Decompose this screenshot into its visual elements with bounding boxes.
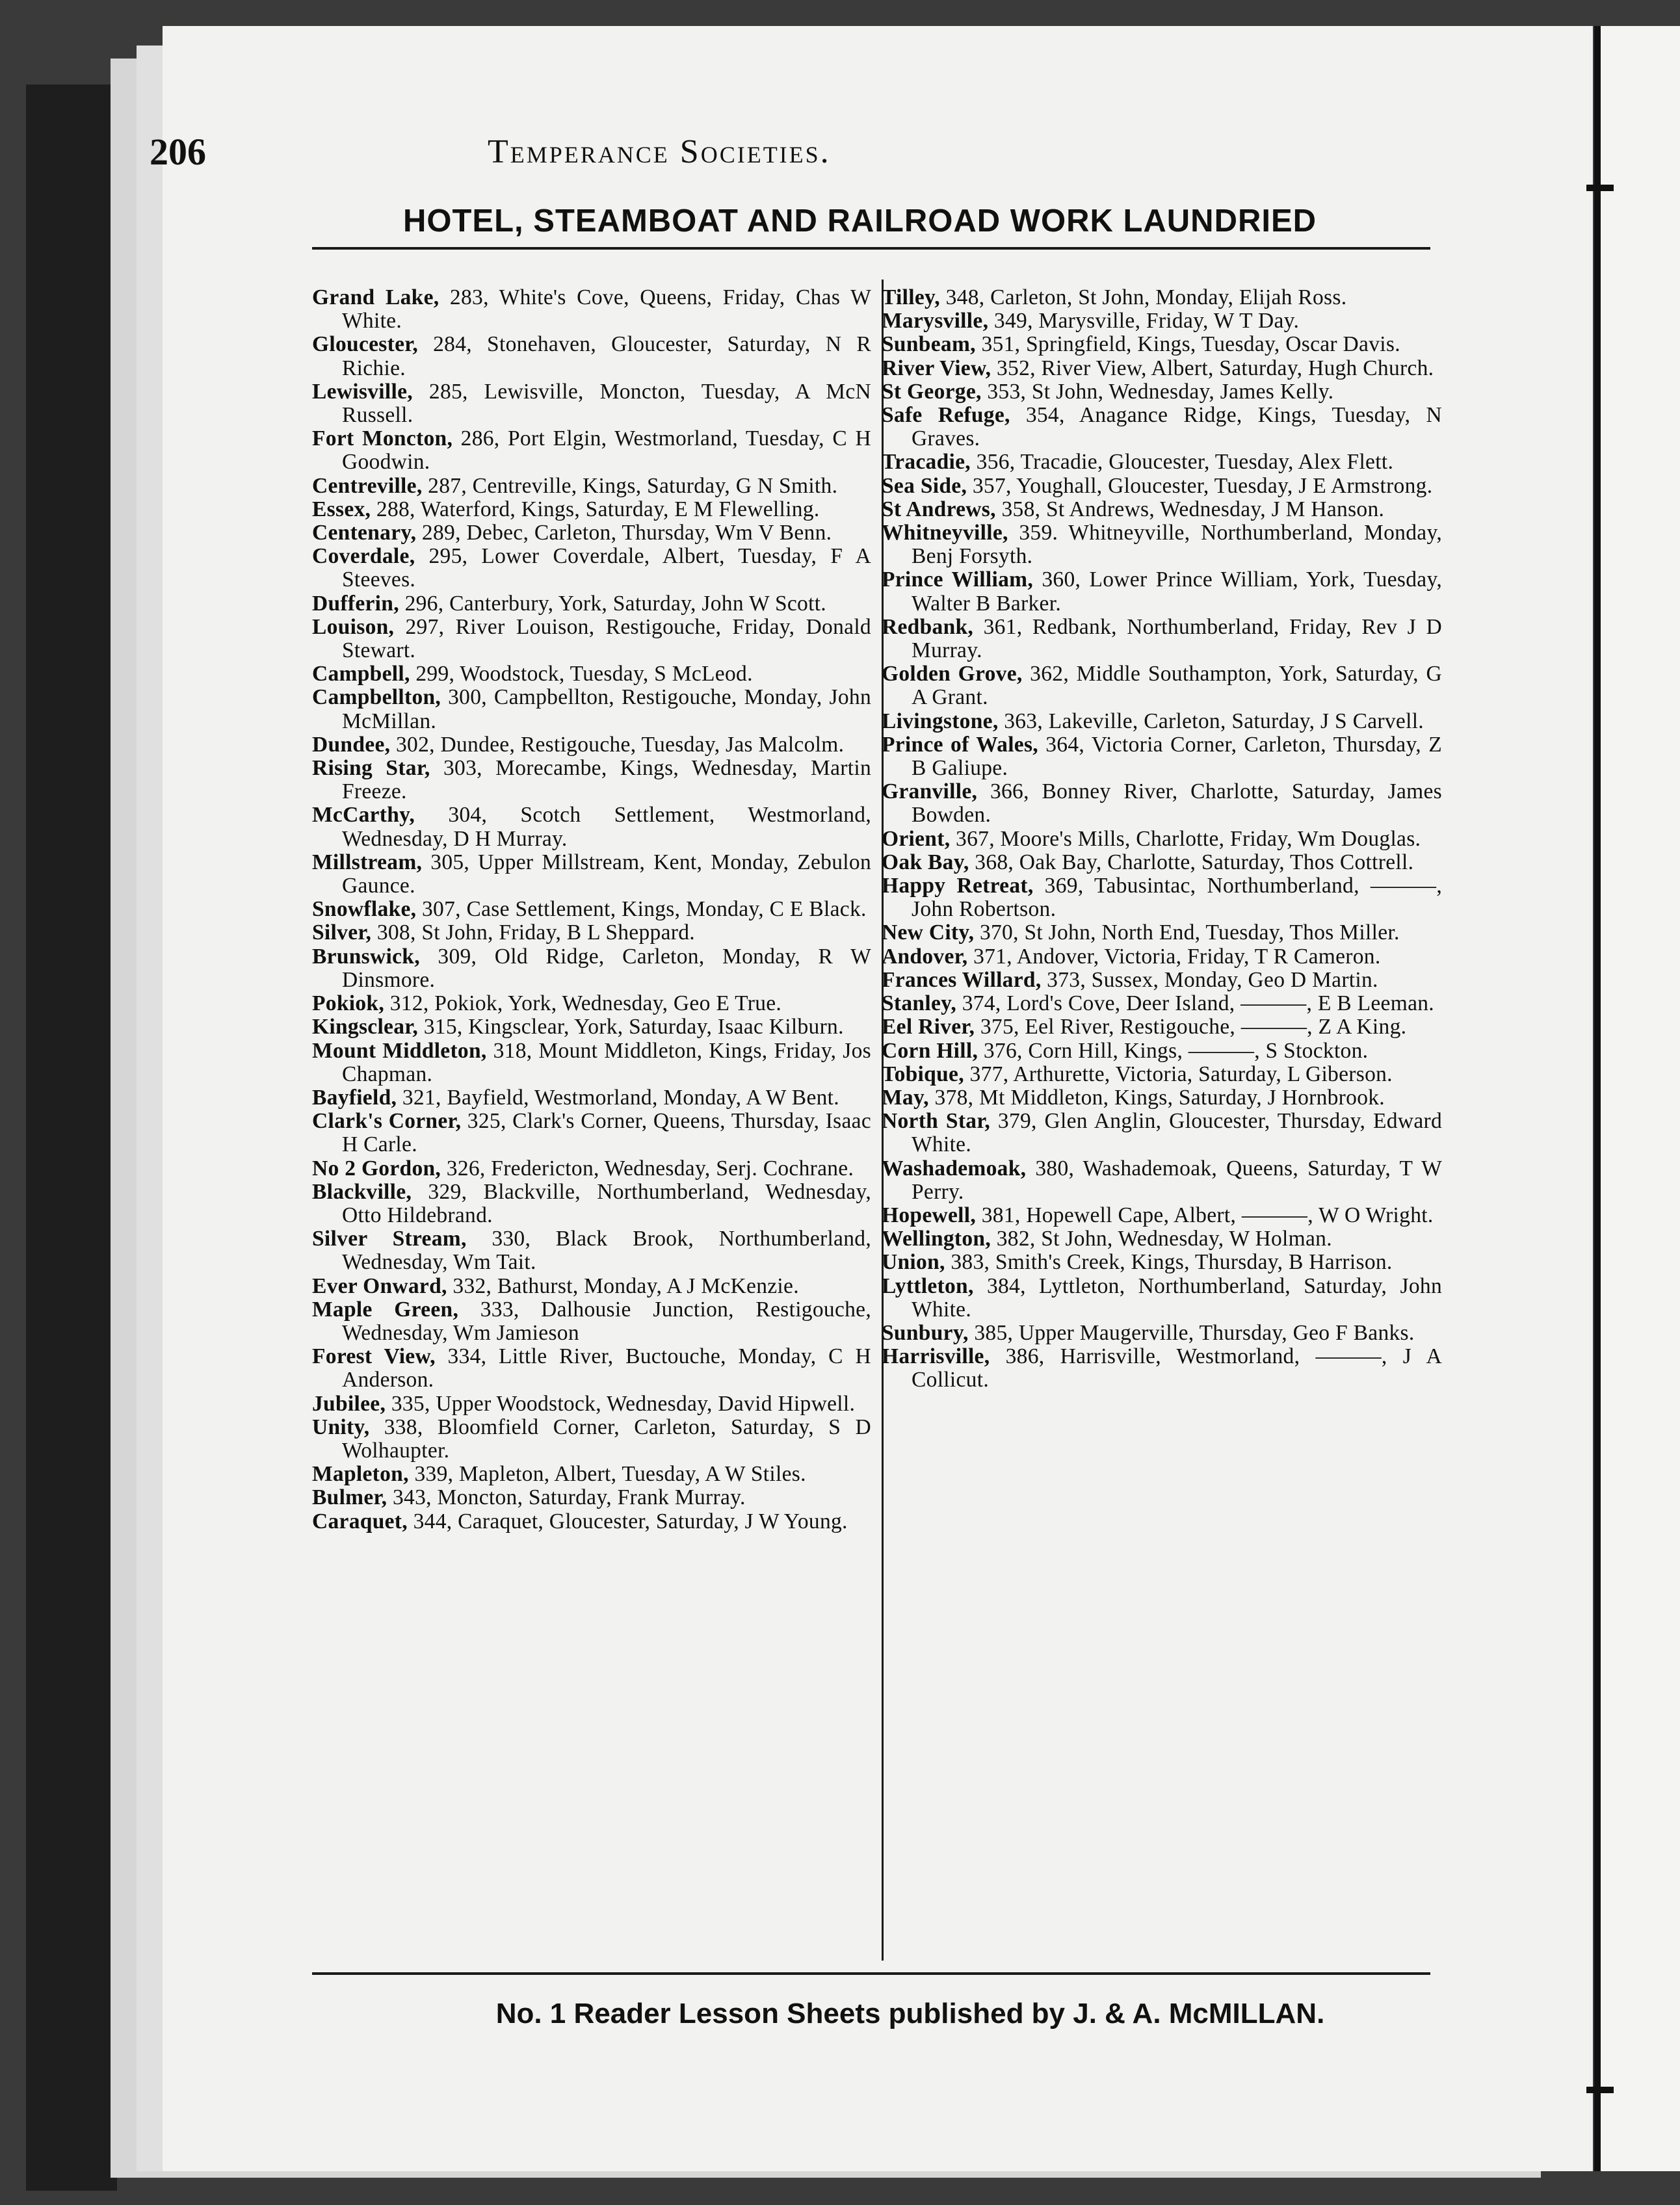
society-entry [312, 1510, 871, 1533]
society-entry [312, 1227, 871, 1274]
society-entry [312, 1463, 871, 1486]
society-entry [882, 992, 1442, 1015]
society-name: Orient, [882, 826, 951, 851]
society-name: Redbank, [882, 614, 974, 639]
society-details: 358, St Andrews, Wednesday, J M Hanson. [995, 497, 1385, 521]
society-name: St Andrews, [882, 497, 996, 521]
advertisement-banner: HOTEL, STEAMBOAT AND RAILROAD WORK LAUNDRIED [403, 203, 1317, 239]
society-name: Lyttleton, [882, 1273, 974, 1298]
society-name: Campbellton, [312, 685, 441, 710]
society-details: 335, Upper Woodstock, Wednesday, David Hipwell. [386, 1391, 856, 1416]
society-name: Tracadie, [882, 450, 971, 475]
society-entry [882, 1227, 1442, 1251]
society-entry [882, 662, 1442, 709]
society-name: No 2 Gordon, [312, 1156, 441, 1181]
society-name: Frances Willard, [882, 967, 1042, 992]
society-entry [882, 616, 1442, 662]
society-name: Golden Grove, [882, 662, 1023, 686]
society-details: 354, Anagance Ridge, Kings, Tuesday, N Graves. [912, 403, 1442, 451]
society-entry [312, 1110, 871, 1156]
society-entry [882, 1015, 1442, 1039]
society-name: Granville, [882, 779, 978, 804]
society-details: 377, Arthurette, Victoria, Saturday, L Giberson. [964, 1062, 1393, 1086]
society-entry [882, 1063, 1442, 1086]
society-entry [312, 380, 871, 427]
society-details: 329, Blackville, Northumberland, Wednesday, Otto Hildebrand. [342, 1179, 871, 1227]
society-details: 374, Lord's Cove, Deer Island, ———, E B Leeman. [956, 991, 1434, 1016]
society-entry [312, 1275, 871, 1298]
society-details: 308, St John, Friday, B L Sheppard. [371, 920, 695, 945]
society-details: 287, Centreville, Kings, Saturday, G N Smith. [422, 473, 838, 498]
society-name: Marysville, [882, 309, 989, 333]
society-entry [312, 945, 871, 992]
society-details: 356, Tracadie, Gloucester, Tuesday, Alex Flett. [970, 450, 1394, 475]
society-entry [882, 286, 1442, 309]
society-details: 330, Black Brook, Northumberland, Wednesday, Wm Tait. [342, 1227, 871, 1275]
society-name: Clark's Corner, [312, 1109, 462, 1134]
society-name: Pokiok, [312, 991, 385, 1016]
society-entry [882, 851, 1442, 874]
society-entry [312, 1015, 871, 1039]
society-entry [312, 803, 871, 850]
society-entry [312, 1486, 871, 1509]
society-details: 288, Waterford, Kings, Saturday, E M Flewelling. [371, 497, 820, 521]
society-name: Tilley, [882, 285, 940, 309]
society-entry [312, 757, 871, 803]
gutter-tick [1586, 185, 1614, 191]
society-name: Hopewell, [882, 1203, 977, 1227]
society-details: 357, Youghall, Gloucester, Tuesday, J E Armstrong. [967, 473, 1433, 498]
society-entry [882, 921, 1442, 945]
society-details: 283, White's Cove, Queens, Friday, Chas W White. [342, 285, 871, 333]
society-entry [882, 1204, 1442, 1227]
society-name: Grand Lake, [312, 285, 440, 309]
society-name: Rising Star, [312, 756, 430, 781]
society-details: 382, St John, Wednesday, W Holman. [991, 1227, 1332, 1251]
society-entry [312, 498, 871, 521]
society-details: 332, Bathurst, Monday, A J McKenzie. [447, 1273, 799, 1298]
society-name: McCarthy, [312, 803, 415, 828]
society-entry [312, 1345, 871, 1392]
society-details: 325, Clark's Corner, Queens, Thursday, Isaac H Carle. [342, 1109, 871, 1157]
society-name: Snowflake, [312, 897, 417, 922]
bottom-rule [312, 1972, 1430, 1975]
society-entry [312, 1157, 871, 1181]
society-details: 299, Woodstock, Tuesday, S McLeod. [410, 662, 753, 686]
society-name: Bayfield, [312, 1085, 397, 1110]
society-details: 371, Andover, Victoria, Friday, T R Cameron. [967, 944, 1381, 969]
society-name: Corn Hill, [882, 1038, 978, 1063]
society-details: 343, Moncton, Saturday, Frank Murray. [387, 1485, 746, 1510]
society-entry [882, 1275, 1442, 1322]
society-entry [312, 427, 871, 474]
society-details: 309, Old Ridge, Carleton, Monday, R W Dinsmore. [342, 944, 871, 992]
society-name: Harrisville, [882, 1344, 990, 1369]
society-details: 375, Eel River, Restigouche, ———, Z A King. [975, 1015, 1407, 1039]
book-edge [26, 85, 117, 2191]
society-name: Silver Stream, [312, 1227, 467, 1251]
society-entry [882, 1157, 1442, 1204]
society-name: Dundee, [312, 732, 391, 757]
society-name: St George, [882, 379, 982, 404]
society-name: Kingsclear, [312, 1015, 419, 1039]
society-name: Mount Middleton, [312, 1038, 487, 1063]
society-details: 284, Stonehaven, Gloucester, Saturday, N R Richie. [342, 332, 871, 380]
society-name: Fort Moncton, [312, 426, 453, 451]
society-entry [312, 1039, 871, 1086]
footer-advertisement: No. 1 Reader Lesson Sheets published by J. & A. McMILLAN. [495, 1998, 1325, 2029]
society-name: Maple Green, [312, 1297, 459, 1322]
society-entry [312, 662, 871, 686]
society-details: 368, Oak Bay, Charlotte, Saturday, Thos Cottrell. [969, 850, 1414, 874]
society-entry [312, 921, 871, 945]
society-details: 364, Victoria Corner, Carleton, Thursday, Z B Galiupe. [912, 732, 1442, 781]
society-name: Prince William, [882, 568, 1034, 592]
society-details: 334, Little River, Buctouche, Monday, C H Anderson. [342, 1344, 871, 1392]
society-name: Louison, [312, 614, 395, 639]
society-details: 312, Pokiok, York, Wednesday, Geo E True. [384, 991, 782, 1016]
society-name: Sea Side, [882, 473, 967, 498]
society-entry [312, 333, 871, 380]
society-details: 361, Redbank, Northumberland, Friday, Rev J D Murray. [912, 614, 1442, 663]
right-column [882, 286, 1442, 1392]
society-details: 362, Middle Southampton, York, Saturday, G A Grant. [912, 662, 1442, 710]
page-number: 206 [150, 131, 206, 173]
society-entry [882, 475, 1442, 498]
society-details: 285, Lewisville, Moncton, Tuesday, A McN Russell. [342, 379, 871, 428]
society-entry [312, 1392, 871, 1416]
society-details: 302, Dundee, Restigouche, Tuesday, Jas Malcolm. [390, 732, 845, 757]
society-details: 297, River Louison, Restigouche, Friday, Donald Stewart. [342, 614, 871, 663]
society-entry [312, 475, 871, 498]
society-details: 370, St John, North End, Tuesday, Thos Miller. [974, 920, 1400, 945]
society-entry [312, 1181, 871, 1227]
society-details: 289, Debec, Carleton, Thursday, Wm V Benn. [416, 521, 832, 545]
society-details: 383, Smith's Creek, Kings, Thursday, B Harrison. [945, 1250, 1393, 1275]
society-details: 351, Springfield, Kings, Tuesday, Oscar Davis. [975, 332, 1400, 357]
society-details: 384, Lyttleton, Northumberland, Saturday, John White. [912, 1273, 1442, 1322]
society-details: 304, Scotch Settlement, Westmorland, Wednesday, D H Murray. [342, 803, 871, 851]
left-column [312, 286, 871, 1533]
facing-page-edge [1601, 26, 1680, 2171]
society-details: 385, Upper Maugerville, Thursday, Geo F Banks. [968, 1320, 1415, 1345]
society-entry [312, 992, 871, 1015]
society-name: Essex, [312, 497, 371, 521]
society-entry [882, 404, 1442, 450]
society-name: May, [882, 1085, 929, 1110]
society-name: Silver, [312, 920, 372, 945]
society-entry [882, 450, 1442, 474]
society-details: 296, Canterbury, York, Saturday, John W Scott. [399, 591, 826, 616]
society-name: River View, [882, 356, 991, 380]
society-name: Sunbeam, [882, 332, 976, 357]
society-details: 352, River View, Albert, Saturday, Hugh Church. [991, 356, 1434, 380]
society-details: 367, Moore's Mills, Charlotte, Friday, Wm Douglas. [950, 826, 1421, 851]
society-entry [882, 1345, 1442, 1392]
society-details: 326, Fredericton, Wednesday, Serj. Cochrane. [441, 1156, 854, 1181]
society-entry [312, 898, 871, 921]
society-details: 307, Case Settlement, Kings, Monday, C E Black. [416, 897, 867, 922]
society-entry [312, 1416, 871, 1463]
society-details: 338, Bloomfield Corner, Carleton, Saturday, S D Wolhaupter. [342, 1415, 871, 1463]
society-details: 359. Whitneyville, Northumberland, Monday, Benj Forsyth. [912, 521, 1442, 569]
society-details: 349, Marysville, Friday, W T Day. [988, 309, 1300, 333]
society-details: 339, Mapleton, Albert, Tuesday, A W Stiles. [408, 1462, 806, 1487]
society-details: 373, Sussex, Monday, Geo D Martin. [1041, 967, 1378, 992]
society-entry [882, 1251, 1442, 1274]
society-entry [882, 309, 1442, 333]
society-entry [882, 733, 1442, 780]
society-name: Millstream, [312, 850, 423, 874]
society-entry [882, 333, 1442, 356]
society-name: Union, [882, 1250, 945, 1275]
society-details: 321, Bayfield, Westmorland, Monday, A W Bent. [397, 1085, 839, 1110]
society-name: Centenary, [312, 521, 417, 545]
society-entry [312, 851, 871, 898]
society-details: 378, Mt Middleton, Kings, Saturday, J Hornbrook. [928, 1085, 1385, 1110]
society-entry [882, 710, 1442, 733]
society-name: Prince of Wales, [882, 732, 1038, 757]
society-entry [882, 1110, 1442, 1156]
society-details: 333, Dalhousie Junction, Restigouche, Wednesday, Wm Jamieson [342, 1297, 872, 1345]
section-title: Temperance Societies. [488, 133, 831, 170]
society-entry [312, 686, 871, 733]
society-name: North Star, [882, 1109, 991, 1134]
society-entry [312, 521, 871, 545]
society-details: 369, Tabusintac, Northumberland, ———, John Robertson. [912, 874, 1443, 922]
society-name: Stanley, [882, 991, 957, 1016]
society-name: Jubilee, [312, 1391, 386, 1416]
society-entry [312, 616, 871, 662]
society-details: 300, Campbellton, Restigouche, Monday, John McMillan. [342, 685, 871, 733]
society-name: Gloucester, [312, 332, 419, 357]
society-entry [882, 521, 1442, 568]
society-entry [882, 874, 1442, 921]
society-name: Dufferin, [312, 591, 399, 616]
society-entry [882, 380, 1442, 404]
society-details: 295, Lower Coverdale, Albert, Tuesday, F A Steeves. [342, 544, 871, 592]
society-details: 360, Lower Prince William, York, Tuesday, Walter B Barker. [912, 568, 1442, 616]
society-details: 315, Kingsclear, York, Saturday, Isaac Kilburn. [418, 1015, 844, 1039]
society-name: Washademoak, [882, 1156, 1027, 1181]
society-name: Whitneyville, [882, 521, 1008, 545]
society-entry [882, 1039, 1442, 1063]
society-entry [312, 545, 871, 592]
society-name: Oak Bay, [882, 850, 969, 874]
society-name: Tobique, [882, 1062, 964, 1086]
society-name: Ever Onward, [312, 1273, 447, 1298]
society-entry [882, 1086, 1442, 1110]
society-name: Caraquet, [312, 1509, 408, 1533]
society-details: 344, Caraquet, Gloucester, Saturday, J W Young. [407, 1509, 848, 1533]
society-name: New City, [882, 920, 975, 945]
society-name: Coverdale, [312, 544, 415, 569]
society-entry [882, 357, 1442, 380]
society-entry [882, 945, 1442, 969]
society-entry [312, 733, 871, 757]
society-details: 379, Glen Anglin, Gloucester, Thursday, Edward White. [912, 1109, 1442, 1157]
society-details: 286, Port Elgin, Westmorland, Tuesday, C H Goodwin. [342, 426, 871, 475]
society-details: 376, Corn Hill, Kings, ———, S Stockton. [978, 1038, 1369, 1063]
society-name: Happy Retreat, [882, 874, 1034, 898]
society-name: Sunbury, [882, 1320, 969, 1345]
society-name: Eel River, [882, 1015, 975, 1039]
society-details: 380, Washademoak, Queens, Saturday, T W Perry. [912, 1156, 1442, 1204]
society-name: Bulmer, [312, 1485, 387, 1510]
society-name: Unity, [312, 1415, 370, 1439]
society-entry [312, 1086, 871, 1110]
society-details: 305, Upper Millstream, Kent, Monday, Zebulon Gaunce. [342, 850, 871, 898]
society-name: Livingstone, [882, 709, 999, 733]
society-entry [882, 568, 1442, 615]
society-entry [312, 1298, 871, 1345]
society-details: 366, Bonney River, Charlotte, Saturday, James Bowden. [912, 779, 1442, 828]
society-details: 381, Hopewell Cape, Albert, ———, W O Wright. [976, 1203, 1434, 1227]
running-head [150, 130, 1164, 182]
society-entry [312, 286, 871, 333]
society-name: Campbell, [312, 662, 410, 686]
society-details: 303, Morecambe, Kings, Wednesday, Martin Freeze. [342, 756, 871, 804]
society-entry [882, 969, 1442, 992]
society-name: Andover, [882, 944, 968, 969]
society-name: Forest View, [312, 1344, 436, 1369]
society-entry [882, 498, 1442, 521]
society-details: 363, Lakeville, Carleton, Saturday, J S Carvell. [998, 709, 1424, 733]
society-entry [882, 1322, 1442, 1345]
society-name: Lewisville, [312, 379, 413, 404]
gutter-tick [1586, 2087, 1614, 2093]
society-name: Mapleton, [312, 1462, 409, 1487]
society-entry [882, 828, 1442, 851]
society-details: 353, St John, Wednesday, James Kelly. [981, 379, 1334, 404]
society-entry [882, 780, 1442, 827]
society-entry [312, 592, 871, 616]
society-name: Safe Refuge, [882, 403, 1010, 428]
society-name: Brunswick, [312, 944, 420, 969]
society-details: 386, Harrisville, Westmorland, ———, J A Collicut. [912, 1344, 1442, 1392]
top-rule [312, 247, 1430, 250]
society-name: Wellington, [882, 1227, 991, 1251]
society-name: Blackville, [312, 1179, 412, 1204]
book-gutter-rule [1594, 26, 1601, 2171]
society-details: 348, Carleton, St John, Monday, Elijah Ross. [939, 285, 1347, 309]
society-details: 318, Mount Middleton, Kings, Friday, Jos Chapman. [342, 1038, 871, 1086]
society-name: Centreville, [312, 473, 423, 498]
